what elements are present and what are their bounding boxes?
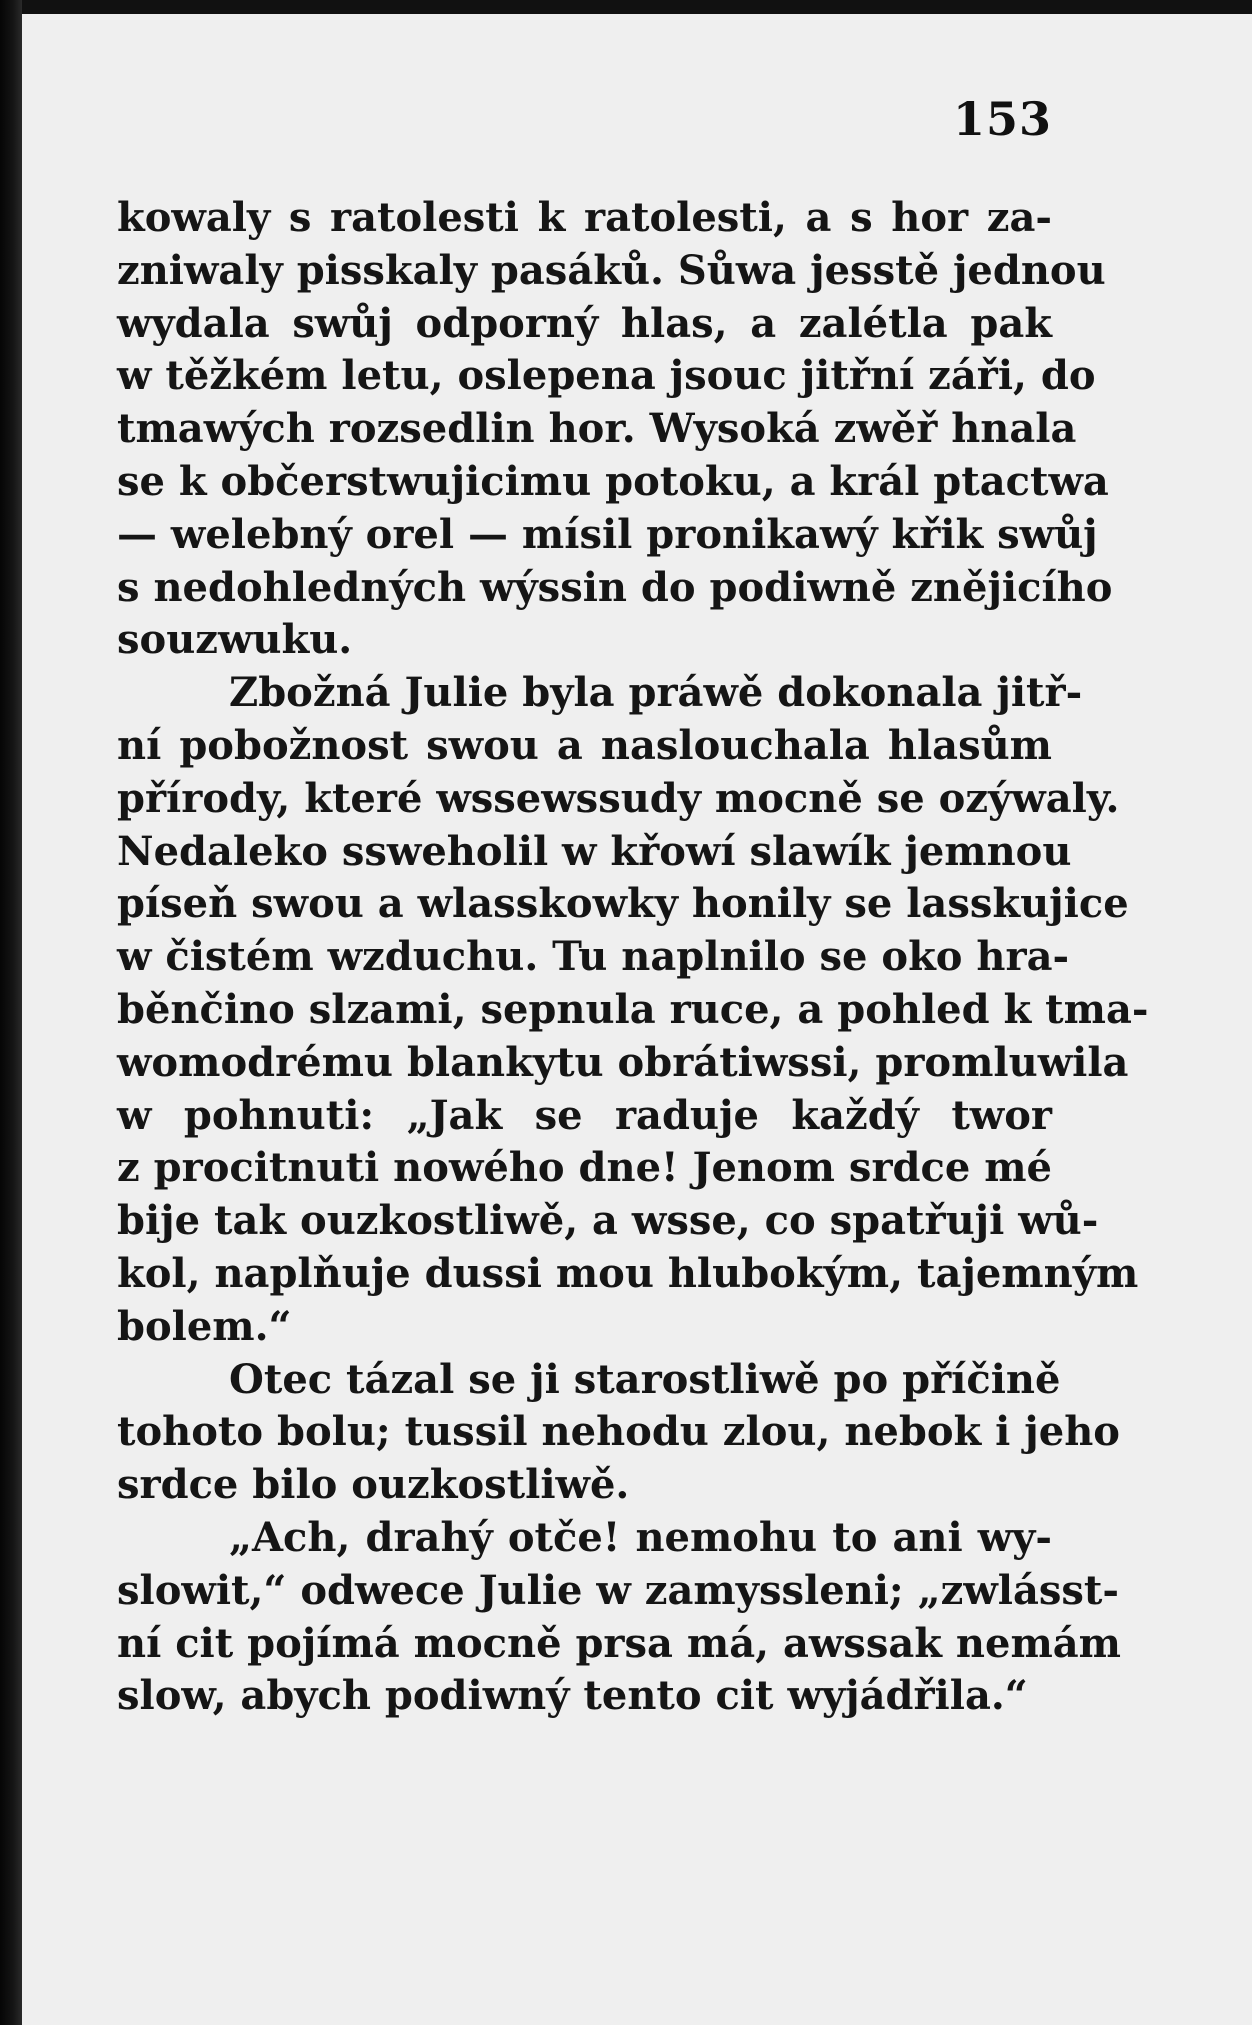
scan-left-edge bbox=[0, 0, 22, 2025]
text-line: womodrému blankytu obrátiwssi, promluwila bbox=[117, 1038, 1129, 1086]
text-line: ní pobožnost swou a naslouchala hlasům bbox=[117, 721, 1052, 769]
scan-top-edge bbox=[0, 0, 1252, 14]
text-line: píseň swou a wlasskowky honily se lasskujice bbox=[117, 880, 1129, 928]
text-line: w pohnuti: „Jak se raduje každý twor bbox=[117, 1091, 1052, 1139]
paragraph bbox=[117, 1512, 1122, 1723]
text-line: tmawých rozsedlin hor. Wysoká zwěř hnala bbox=[117, 405, 1077, 453]
text-line: slowit,“ odwece Julie w zamyssleni; „zwlásst- bbox=[117, 1566, 1119, 1614]
paragraph bbox=[117, 192, 1113, 667]
text-line: Zbožná Julie byla práwě dokonala jitř- bbox=[229, 669, 1083, 717]
text-line: přírody, které wssewssudy mocně se ozýwaly. bbox=[117, 774, 1120, 822]
text-line: kowaly s ratolesti k ratolesti, a s hor za- bbox=[117, 194, 1052, 241]
text-line: tohoto bolu; tussil nehodu zlou, nebok i jeho bbox=[117, 1408, 1120, 1456]
body-text bbox=[117, 192, 1149, 1723]
text-line: kol, naplňuje dussi mou hlubokým, tajemným bbox=[117, 1249, 1139, 1297]
text-line: bije tak ouzkostliwě, a wsse, co spatřuji wů- bbox=[117, 1197, 1099, 1245]
text-line: ní cit pojímá mocně prsa má, awssak nemám bbox=[117, 1619, 1122, 1667]
text-line: s nedohledných wýssin do podiwně znějicího bbox=[117, 563, 1113, 611]
paragraph bbox=[117, 1354, 1120, 1512]
text-line: wydala swůj odporný hlas, a zalétla pak bbox=[117, 299, 1052, 347]
text-line: Nedaleko ssweholil w křowí slawík jemnou bbox=[117, 827, 1072, 875]
text-line: w těžkém letu, oslepena jsouc jitřní záři, do bbox=[117, 352, 1096, 400]
text-line: zniwaly pisskaly pasáků. Sůwa jesstě jednou bbox=[117, 246, 1106, 294]
text-line: slow, abych podiwný tento cit wyjádřila.“ bbox=[117, 1672, 1028, 1720]
text-line: Otec tázal se ji starostliwě po příčině bbox=[229, 1355, 1061, 1403]
text-line: srdce bilo ouzkostliwě. bbox=[117, 1461, 630, 1509]
text-line: bolem.“ bbox=[117, 1302, 292, 1350]
text-line: — welebný orel — mísil pronikawý křik swůj bbox=[117, 510, 1098, 558]
paragraph bbox=[117, 667, 1149, 1353]
text-line: souzwuku. bbox=[117, 616, 353, 664]
text-line: se k občerstwujicimu potoku, a král ptactwa bbox=[117, 457, 1109, 505]
text-line: z procitnuti nowého dne! Jenom srdce mé bbox=[117, 1144, 1052, 1192]
text-line: w čistém wzduchu. Tu naplnilo se oko hra- bbox=[117, 933, 1070, 981]
text-line: běnčino slzami, sepnula ruce, a pohled k tma- bbox=[117, 985, 1149, 1033]
book-page bbox=[22, 14, 1252, 2025]
page-number: 153 bbox=[952, 92, 1052, 146]
text-line: „Ach, drahý otče! nemohu to ani wy- bbox=[229, 1513, 1052, 1561]
